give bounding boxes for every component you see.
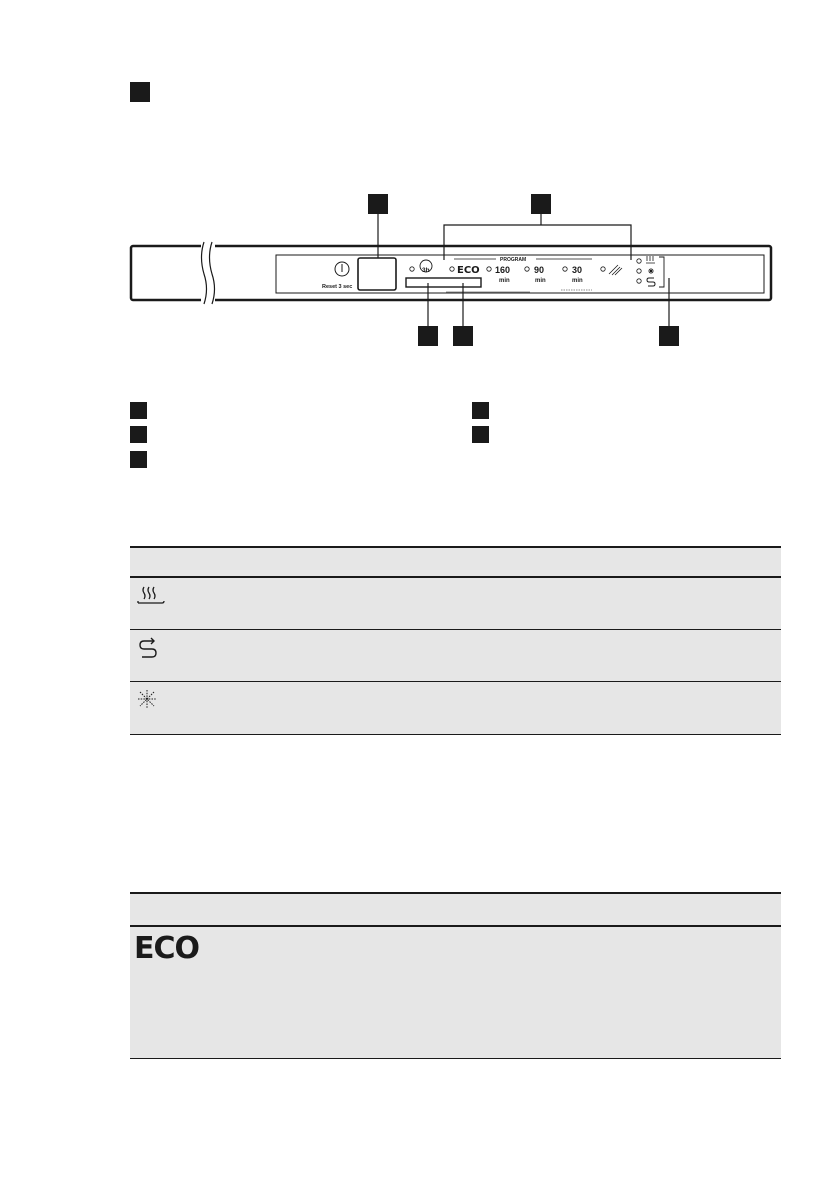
- svg-text:min: min: [535, 278, 546, 284]
- callout-marker: [531, 194, 551, 214]
- section-marker: [130, 82, 150, 102]
- salt-icon: [136, 688, 166, 714]
- eco-program-label: ECO: [134, 931, 200, 966]
- legend-marker: [472, 402, 489, 419]
- drying-icon: [136, 584, 166, 610]
- legend-marker: [130, 402, 147, 419]
- salt-indicator-icon: [648, 268, 654, 274]
- program-30: 30: [572, 265, 583, 275]
- drying-indicator-icon: [646, 256, 655, 263]
- program-eco: ECO: [457, 265, 480, 276]
- program-selector-bar: [406, 278, 481, 287]
- extra-option-icon: [609, 265, 622, 275]
- svg-text:min: min: [572, 278, 583, 284]
- reset-label: Reset 3 sec: [322, 284, 353, 290]
- legend-marker: [130, 426, 147, 443]
- table-row: [130, 578, 781, 630]
- rinse-aid-icon: [136, 636, 166, 662]
- program-table: [130, 892, 781, 1059]
- table-header: [130, 892, 781, 927]
- legend-marker: [472, 426, 489, 443]
- callout-marker: [368, 194, 388, 214]
- delay-label: 3h: [422, 267, 430, 274]
- program-160: 160: [495, 265, 511, 275]
- rinse-aid-indicator-icon: [647, 278, 655, 286]
- table-row: [130, 927, 781, 1059]
- control-panel-diagram: [0, 180, 839, 360]
- indicator-table: [130, 546, 781, 735]
- callout-marker: [418, 326, 438, 346]
- callout-marker: [453, 326, 473, 346]
- program-label: PROGRAM: [500, 257, 527, 263]
- program-90: 90: [534, 265, 545, 275]
- display: [358, 258, 396, 290]
- table-row: [130, 682, 781, 735]
- svg-text:min: min: [499, 278, 510, 284]
- table-header: [130, 546, 781, 578]
- legend-marker: [130, 451, 147, 468]
- callout-marker: [659, 326, 679, 346]
- table-row: [130, 630, 781, 682]
